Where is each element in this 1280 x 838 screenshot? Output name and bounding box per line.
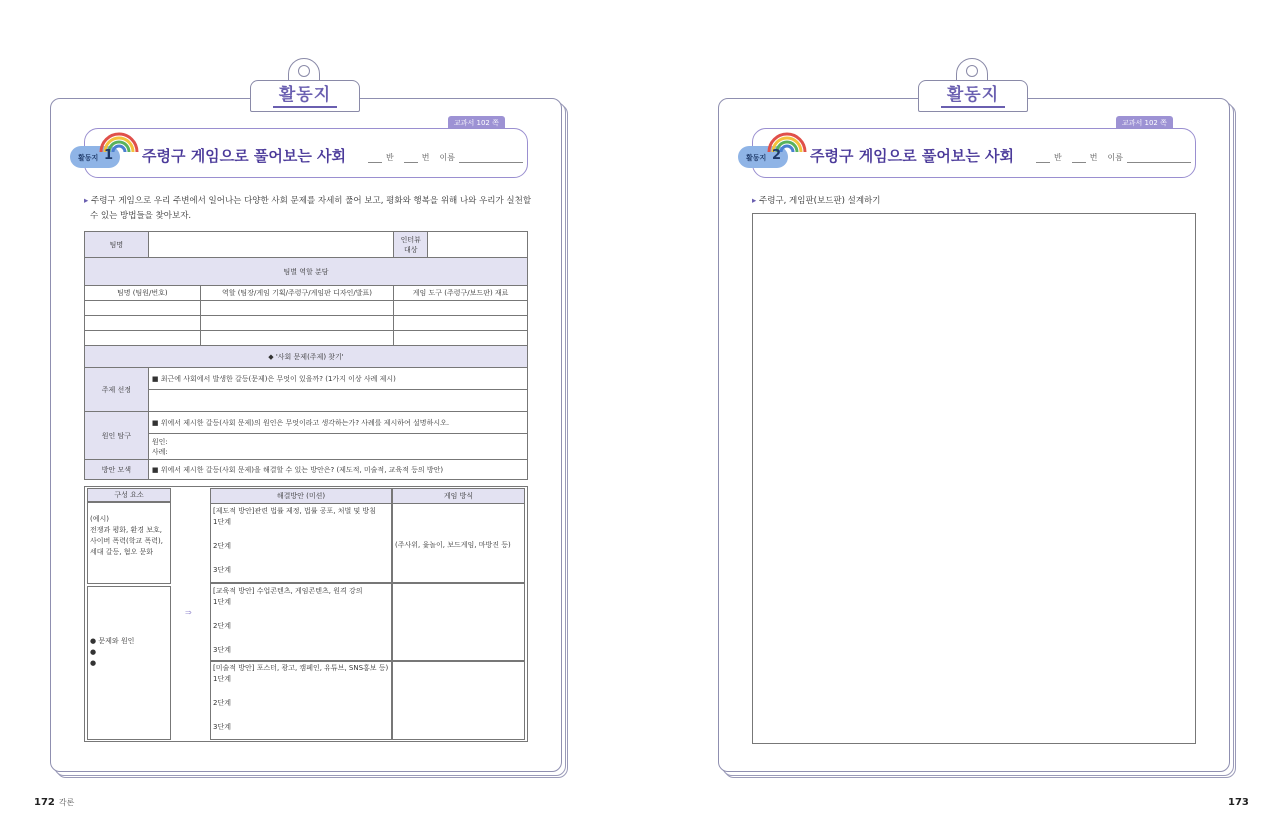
step-label: 2단계 [213,699,231,707]
cause-answer[interactable] [148,434,527,460]
example-text [90,514,163,558]
step-label: 3단계 [213,723,231,731]
solution-block-3[interactable] [213,663,389,733]
arrow-icon: ⇒ [185,608,192,617]
activity-table [84,231,528,480]
bullet-item: ● [90,659,97,667]
badge-number: 1 [104,148,114,163]
solution-label: 방안 모색 [85,460,149,480]
clip-title: 활동지 [941,84,1005,108]
team-name-label: 팀명 [85,232,149,258]
number-label: 번 [421,153,430,162]
class-label: 반 [1054,153,1062,162]
interview-label: 인터뷰 대상 [394,232,428,258]
step-label: 2단계 [213,622,231,630]
page-section: 각론 [58,798,75,807]
arrow-bullet-icon: ▸ [84,196,89,206]
divider [210,582,525,584]
table-cell[interactable] [85,316,201,331]
block-title: [미술적 방안] 포스터, 광고, 캠페인, 유튜브, SNS홍보 등) [213,664,389,672]
game-column [392,488,525,740]
topic-question: ■ 최근에 사회에서 발생한 갈등(문제)은 무엇이 있을까? (1가지 이상 사례 제시) [148,368,527,390]
sheet-title: 주령구 게임으로 풀어보는 사회 [142,147,347,165]
roles-header: 팀별 역할 분담 [85,258,528,286]
sheet-title: 주령구 게임으로 풀어보는 사회 [810,147,1015,165]
name-fields [1036,152,1191,163]
team-name-field[interactable] [148,232,393,258]
board-design-area[interactable] [752,213,1196,744]
col-team-members: 팀명 (팀원/번호) [85,286,201,301]
class-label: 반 [386,153,394,162]
block-title: [교육적 방안] 수업콘텐츠, 게임콘텐츠, 원격 강의 [213,587,363,595]
instruction [752,194,880,209]
game-header: 게임 방식 [443,492,474,500]
textbook-ref-badge: 교과서 102 쪽 [1116,116,1173,130]
col-tools: 게임 도구 (주령구/보드판) 재료 [394,286,528,301]
step-label: 2단계 [213,542,231,550]
example-line: (예시) [90,515,109,523]
instruction-line2: 수 있는 방법들을 찾아보자. [90,211,192,221]
instruction [84,194,534,224]
step-label: 1단계 [213,598,231,606]
table-cell[interactable] [394,316,528,331]
cause-question: ■ 위에서 제시한 갈등(사회 문제)의 원인은 무엇이라고 생각하는가? 사례를 제시하여 설명하시오. [148,412,527,434]
table-cell[interactable] [200,331,394,346]
arrow-bullet-icon: ▸ [752,196,757,206]
clip-title: 활동지 [273,84,337,108]
divider [210,660,525,662]
instruction-line1: 주령구 게임으로 우리 주변에서 일어나는 다양한 사회 문제를 자세히 풀어 보고, 평화와 행복을 위해 나와 우리가 실천할 [90,196,532,206]
name-label: 이름 [439,153,455,162]
name-fields [368,152,523,163]
bullet-item: ● 문제와 원인 [90,637,135,645]
cause-label: 원인 탐구 [85,412,149,460]
number-blank[interactable] [404,153,418,163]
step-label: 1단계 [213,675,231,683]
table-cell[interactable] [394,331,528,346]
number-blank[interactable] [1072,153,1086,163]
cause-answer-2: 사례: [151,447,168,456]
bullet-list [90,636,134,669]
components-header: 구성 요소 [114,491,144,499]
name-blank[interactable] [1127,153,1191,163]
example-line: 사이버 폭력(학교 폭력), [90,537,163,545]
table-cell[interactable] [394,301,528,316]
table-cell[interactable] [85,331,201,346]
cause-answer-1: 원인: [151,437,168,446]
name-label: 이름 [1107,153,1123,162]
name-blank[interactable] [459,153,523,163]
page-number: 172 [34,797,55,808]
table-cell[interactable] [85,301,201,316]
solution-block-1[interactable] [213,506,389,576]
instruction-text: 주령구, 게임판(보드판) 설계하기 [758,196,881,206]
example-line: 전쟁과 평화, 환경 보호, [90,526,162,534]
badge-label: 활동지 [78,154,99,162]
table-cell[interactable] [200,301,394,316]
bullet-item: ● [90,648,97,656]
table-cell[interactable] [200,316,394,331]
page-number-right: 173 [1228,797,1249,808]
badge-number: 2 [772,148,782,163]
badge-label: 활동지 [746,154,767,162]
textbook-ref-badge: 교과서 102 쪽 [448,116,505,130]
solution-header: 해결방안 (미션) [276,492,326,500]
topic-label: 주제 선정 [85,368,149,412]
clipboard-clip [250,80,360,112]
solution-question: ■ 위에서 제시한 갈등(사회 문제)을 해결할 수 있는 방안은? (제도적, 미술적, 교육적 등의 방안) [148,460,527,480]
game-example: (주사위, 윷놀이, 보드게임, 마방진 등) [395,541,511,549]
step-label: 1단계 [213,518,231,526]
clipboard-clip [918,80,1028,112]
block-title: [제도적 방안]관련 법률 제정, 법률 공포, 처벌 및 방침 [213,507,376,515]
topic-answer[interactable] [148,390,527,412]
solution-block-2[interactable] [213,586,389,656]
interview-field[interactable] [428,232,528,258]
col-role: 역할 (팀장/게임 기획/주령구/게임판 디자인/발표) [200,286,394,301]
problem-header: ◆ '사회 문제(주제) 찾기' [85,346,528,368]
step-label: 3단계 [213,566,231,574]
number-label: 번 [1089,153,1098,162]
page-number-left [34,797,74,808]
step-label: 3단계 [213,646,231,654]
example-line: 세대 갈등, 혐오 문화 [90,548,153,556]
